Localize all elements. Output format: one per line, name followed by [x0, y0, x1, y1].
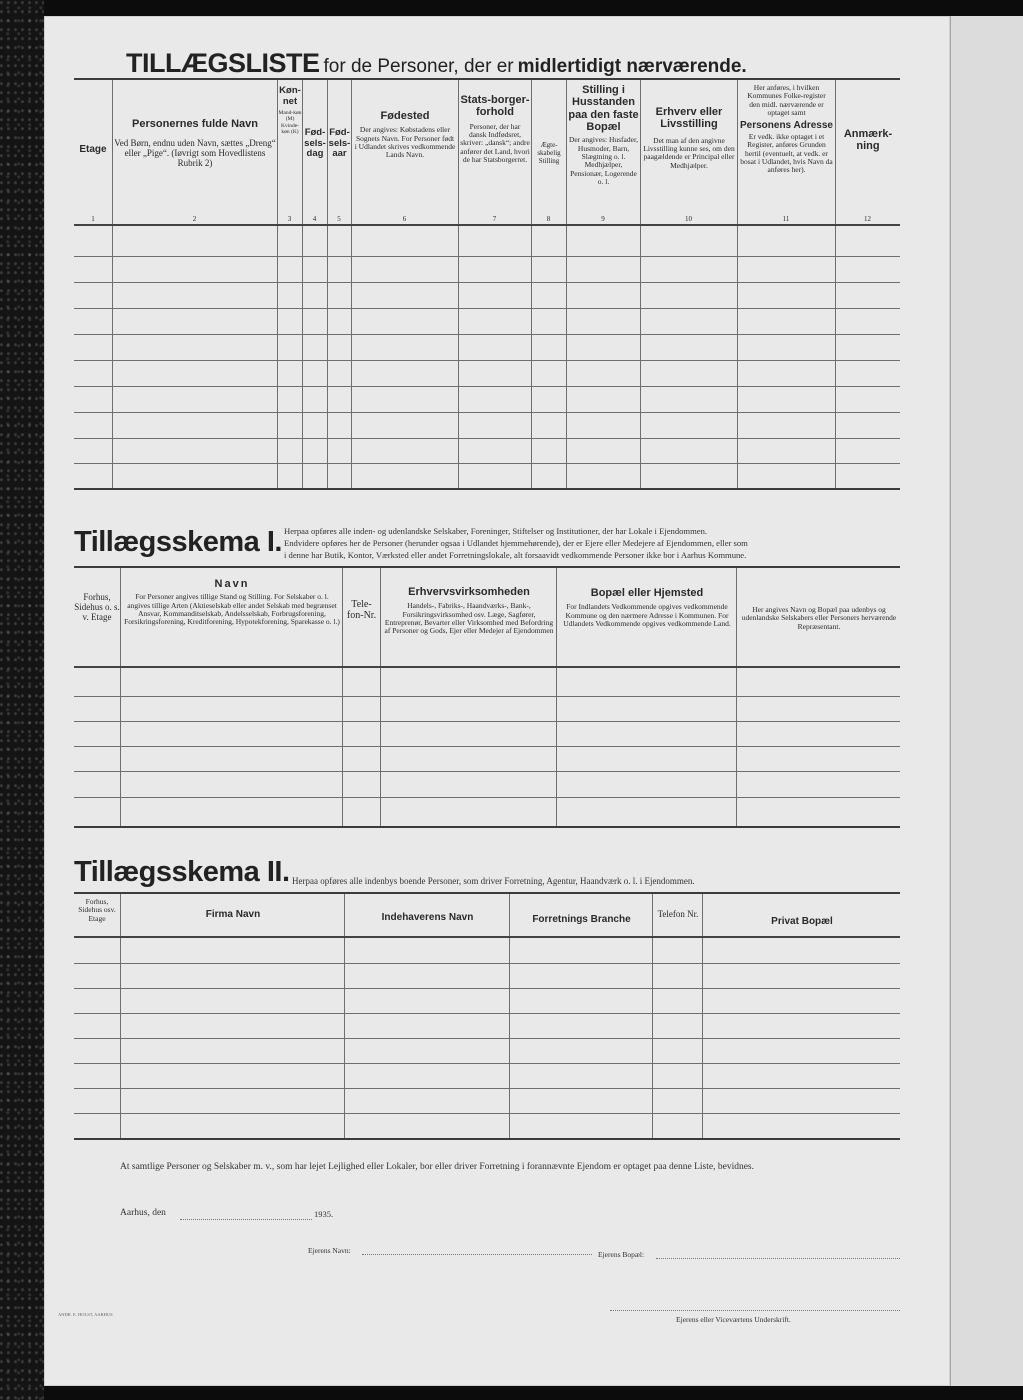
skema1-intro: Herpaa opføres alle inden- og udenlandske Selskaber, Foreninger, Stiftelser og Institutioner, der har Lokale i Ejendommen. Endvidere opføres her de Personer (herunder ogsaa i Udlandet hjemmehørende), der er Ejere eller Medejere af Ejendommen, eller som i denne har Butik, Kontor, Værksted eller andet Forretningslokale, alt forsaavidt vedkommende Personer ikke bor i Aarhus Kommune. [284, 526, 748, 560]
liste-row [74, 463, 900, 464]
skema2-header-rule [74, 936, 900, 938]
liste-col-folkeregister: Her anføres, i hvilken Kommunes Folke-register den midl. nærværende er optaget samt Personens Adresse Er vedk. ikke optaget i et Register, anføres Grunden hertil (eventuelt, at vedk. er bosat i Udlandet, hvis Navn da anføres her). [739, 83, 833, 175]
owner-name-label: Ejerens Navn: [308, 1246, 351, 1255]
skema2-row [74, 1088, 900, 1089]
facing-page [950, 16, 1023, 1386]
owner-address-label: Ejerens Bopæl: [598, 1250, 645, 1259]
skema1-col-bopael: Bopæl eller Hjemsted For Indlandets Vedkommende opgives vedkommende Kommune og den nærmere Adresse i Kommunen. For Udlandets Vedkommende opgives vedkommende Land. [563, 587, 731, 629]
skema1-row [74, 746, 900, 747]
liste-top-rule [74, 78, 900, 80]
date-field[interactable] [180, 1219, 312, 1220]
skema1-top-rule [74, 566, 900, 568]
skema2-row [74, 1038, 900, 1039]
footer-statement: At samtlige Personer og Selskaber m. v., som har lejet Lejlighed eller Lokaler, bor eller driver Forretning i forannævnte Ejendom er optaget paa denne Liste, bevidnes. [120, 1162, 754, 1172]
liste-subtitle-b: midlertidigt nærværende. [517, 56, 747, 77]
skema2-col-etage: Forhus, Sidehus osv. Etage [78, 897, 116, 923]
signature-label: Ejerens eller Viceværtens Underskrift. [676, 1315, 791, 1324]
skema2-row [74, 963, 900, 964]
skema1-row [74, 696, 900, 697]
liste-col-aegteskab: Ægte-skabelig Stilling [537, 141, 561, 165]
skema2-intro: Herpaa opføres alle indenbys boende Personer, som driver Forretning, Agentur, Haandværk o. l. i Ejendommen. [292, 876, 695, 886]
skema1-row [74, 771, 900, 772]
liste-header-rule [74, 224, 900, 226]
skema2-col-branche: Forretnings Branche [532, 914, 631, 925]
col-num: 7 [492, 215, 497, 223]
liste-row [74, 308, 900, 309]
col-num: 12 [864, 215, 871, 223]
col-num: 4 [312, 215, 317, 223]
liste-bottom-rule [74, 488, 900, 490]
skema1-title: Tillægsskema I. [74, 526, 282, 558]
signature-field[interactable] [610, 1310, 900, 1311]
liste-row [74, 360, 900, 361]
col-num: 9 [601, 215, 605, 223]
skema2-row [74, 1063, 900, 1064]
skema1-col-telefon: Tele-fon-Nr. [346, 599, 377, 622]
col-num: 11 [782, 215, 790, 223]
skema2-top-rule [74, 892, 900, 894]
skema1-col-navn: Navn For Personer angives tillige Stand og Stilling. For Selskaber o. l. angives tillige Arten (Aktieselskab eller andet Selskab med begrænset Ansvar, Kommanditselskab, Andelsselskab, Forbrugsforening, Forsikringsforening, Kreditforening, Hypotekforening, Sparekasse o. l.) [124, 578, 340, 627]
liste-col-fodselsdag: Fød-sels-dag [304, 127, 326, 160]
col-num: 3 [287, 215, 292, 223]
liste-col-etage: Etage [79, 144, 107, 155]
skema1-col-etage: Forhus, Sidehus o. s. v. Etage [74, 592, 120, 623]
liste-col-anmaerkning: Anmærk-ning [843, 128, 893, 153]
footer-place: Aarhus, den [120, 1208, 166, 1218]
liste-col-statsborger: Stats-borger-forhold Personer, der har dansk Indfødsret, skriver: „dansk“; andre anfører det Land, hvori de har Statsborgerret. [460, 94, 530, 165]
owner-name-field[interactable] [362, 1254, 592, 1255]
liste-col-fodselsaar: Fød-sels-aar [328, 127, 351, 160]
liste-row [74, 334, 900, 335]
skema1-header-rule [74, 666, 900, 668]
printer-mark: ANDR. E. HOLST, AARHUS [58, 1312, 113, 1317]
skema2-row [74, 988, 900, 989]
col-num: 5 [337, 215, 341, 223]
liste-subtitle-a: for de Personer, der er [323, 56, 514, 77]
col-num: 10 [685, 215, 692, 223]
owner-address-field[interactable] [656, 1258, 900, 1259]
col-num: 8 [546, 215, 551, 223]
skema1-row [74, 797, 900, 798]
liste-row [74, 256, 900, 257]
book-binding [0, 0, 44, 1400]
skema2-row [74, 1113, 900, 1114]
skema1-col-repraesentant: Her angives Navn og Bopæl paa udenbys og udenlandske Selskabers eller Personers herværende Repræsentant. [741, 605, 897, 631]
col-num: 6 [402, 215, 407, 223]
skema2-col-bopael: Privat Bopæl [771, 916, 833, 927]
skema2-col-firma: Firma Navn [205, 909, 261, 920]
skema2-title: Tillægsskema II. [74, 856, 290, 888]
col-num: 1 [91, 215, 95, 223]
skema2-bottom-rule [74, 1138, 900, 1140]
skema1-bottom-rule [74, 826, 900, 828]
skema2-col-indehaver: Indehaverens Navn [381, 912, 474, 923]
liste-row [74, 438, 900, 439]
skema1-col-erhverv: Erhvervsvirksomheden Handels-, Fabriks-, Haandværks-, Bank-, Forsikringsvirksomhed osv. Læge, Sagfører, Entreprenør, Bevarter eller Virksomhed med Befordring af Personer og Gods, Ejer eller Medejer af Ejendommen [384, 586, 554, 636]
liste-row [74, 282, 900, 283]
col-num: 2 [192, 215, 197, 223]
liste-col-stilling: Stilling i Husstanden paa den faste Bopæl Der angives: Husfader, Husmoder, Barn, Slægtning o. l. Medhjælper, Pensionær, Logerende o. l. [568, 84, 639, 187]
liste-title: TILLÆGSLISTE [126, 48, 320, 78]
form-page [44, 16, 950, 1386]
liste-col-erhverv: Erhverv eller Livsstilling Det man af den angivne Livsstilling kunne ses, om den paagældende er Principal eller Medhjælper. [643, 106, 735, 170]
liste-col-kon: Køn-net Mand-køn (M) Kvinde-køn (K) [278, 85, 302, 135]
liste-row [74, 386, 900, 387]
liste-col-fodested: Fødested Der angives: Købstadens eller Sognets Navn. For Personer født i Udlandet skrives vedkommende Lands Navn. [354, 110, 456, 160]
liste-row [74, 412, 900, 413]
liste-col-navn: Personernes fulde Navn Ved Børn, endnu uden Navn, sættes „Dreng“ eller „Pige“. (Iøvrigt som Hovedlistens Rubrik 2) [114, 118, 276, 169]
skema1-row [74, 721, 900, 722]
liste-title-line [126, 48, 747, 79]
footer-year: 1935. [314, 1209, 334, 1219]
skema2-row [74, 1013, 900, 1014]
skema2-col-telefon: Telefon Nr. [657, 909, 699, 919]
